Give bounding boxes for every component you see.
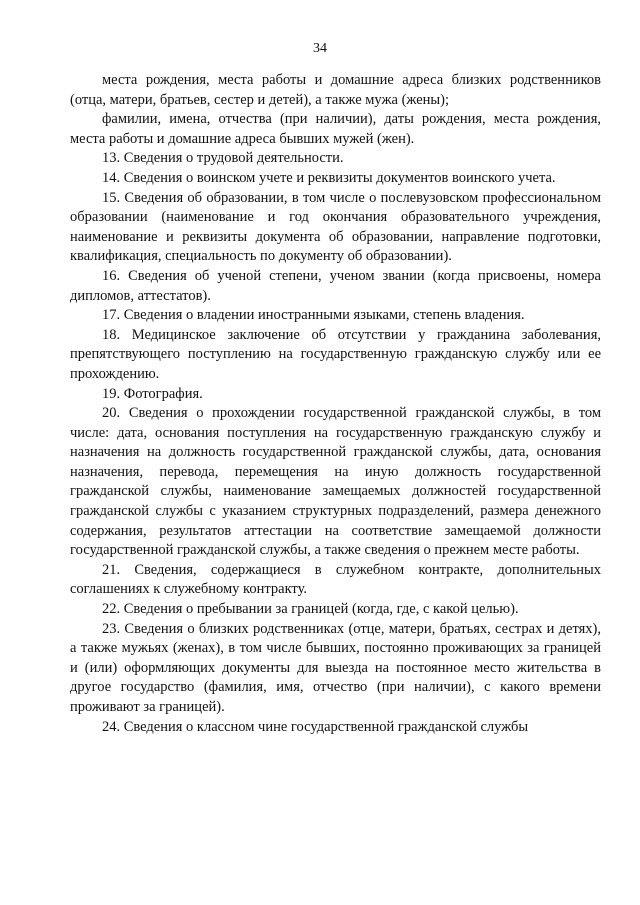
paragraph-relatives-addresses: места рождения, места работы и домашние адреса близких родственников (отца, матери, братьев, сестер и детей), а также мужа (жены); [70,72,601,108]
document-body [70,71,601,737]
paragraph-18-medical-report: 18. Медицинское заключение об отсутствии у гражданина заболевания, препятствующего поступлению на государственную гражданскую службу или ее прохождению. [70,326,601,382]
paragraph-15-education: 15. Сведения об образовании, в том числе о послевузовском профессиональном образовании (наименование и год окончания образовательного учреждения, наименование и реквизиты документа об образовании, направление подготовки, квалификация, специальность по документу об образовании). [70,189,601,265]
paragraph-19-photo: 19. Фотография. [102,385,203,402]
paragraph-17-foreign-languages: 17. Сведения о владении иностранными языками, степень владения. [102,307,525,324]
paragraph-21-service-contract: 21. Сведения, содержащиеся в служебном контракте, дополнительных соглашениях к служебному контракту. [70,561,601,598]
page-number: 34 [313,41,327,56]
paragraph-22-stay-abroad: 22. Сведения о пребывании за границей (когда, где, с какой целью). [102,601,519,618]
paragraph-23-relatives-abroad: 23. Сведения о близких родственниках (отце, матери, братьях, сестрах и детях), а также мужьях (женах), в том числе бывших, постоянно проживающих за границей и (или) оформляющих документы для выезда на постоянное место жительства в другое государство (фамилия, имя, отчество (при наличии), с какого времени проживают за границей). [70,620,601,715]
paragraph-14-military-registration: 14. Сведения о воинском учете и реквизиты документов воинского учета. [102,169,556,186]
paragraph-16-academic-degree: 16. Сведения об ученой степени, ученом звании (когда присвоены, номера дипломов, аттестатов). [70,267,601,304]
paragraph-20-civil-service: 20. Сведения о прохождении государственной гражданской службы, в том числе: дата, основания поступления на государственную гражданскую службу и назначения на должность государственной гражданской службы, дата, основания назначения, перевода, перемещения на иную должность государственной гражданской службы, наименование замещаемых должностей государственной гражданской службы с указанием структурных подразделений, размера денежного содержания, результатов аттестации на соответствие замещаемой должности государственной гражданской службы, а также сведения о прежнем месте работы. [70,405,601,559]
paragraph-13-labor-activity: 13. Сведения о трудовой деятельности. [102,150,344,167]
paragraph-24-class-rank: 24. Сведения о классном чине государственной гражданской службы [102,718,529,735]
paragraph-former-spouses: фамилии, имена, отчества (при наличии), даты рождения, места рождения, места работы и домашние адреса бывших мужей (жен). [70,111,601,147]
